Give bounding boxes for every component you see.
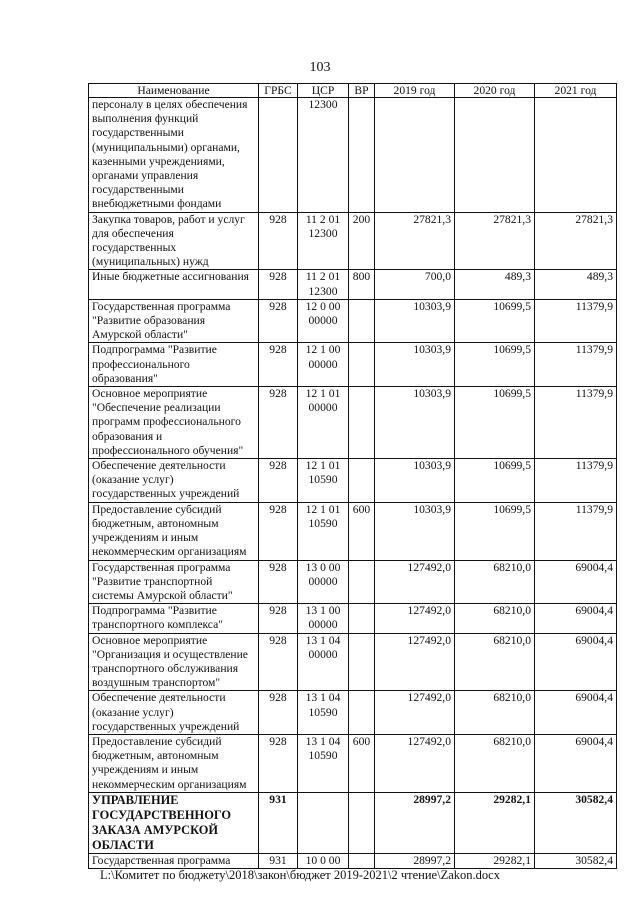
- cell-grbs: 928: [259, 633, 298, 691]
- cell-2021: 30582,4: [535, 792, 617, 853]
- cell-2019: 127492,0: [375, 633, 455, 691]
- cell-name: Основное мероприятие "Обеспечение реализации программ профессионального образования и профессионального обучения": [89, 387, 259, 459]
- cell-2019: 10303,9: [375, 387, 455, 459]
- cell-name: Государственная программа: [89, 853, 259, 868]
- table-row: [89, 343, 617, 387]
- cell-grbs: 928: [259, 502, 298, 560]
- cell-grbs: 928: [259, 343, 298, 387]
- table-row: [89, 270, 617, 299]
- cell-csr: 12 1 00 00000: [298, 343, 349, 387]
- cell-2020: 10699,5: [455, 299, 535, 343]
- table-row: [89, 387, 617, 459]
- cell-name: Подпрограмма "Развитие профессионального образования": [89, 343, 259, 387]
- cell-csr: 11 2 01 12300: [298, 212, 349, 270]
- cell-csr: 11 2 01 12300: [298, 270, 349, 299]
- cell-vr: 800: [349, 270, 375, 299]
- cell-2019: 27821,3: [375, 212, 455, 270]
- cell-vr: [349, 792, 375, 853]
- cell-2021: 27821,3: [535, 212, 617, 270]
- table-row: [89, 502, 617, 560]
- cell-vr: 600: [349, 734, 375, 792]
- cell-2019: 127492,0: [375, 734, 455, 792]
- cell-vr: [349, 343, 375, 387]
- table-row: [89, 98, 617, 213]
- cell-2021: 30582,4: [535, 853, 617, 868]
- table-row: [89, 691, 617, 735]
- cell-name: Основное мероприятие "Организация и осуществление транспортного обслуживания воздушным транспортом": [89, 633, 259, 691]
- cell-name: УПРАВЛЕНИЕ ГОСУДАРСТВЕННОГО ЗАКАЗА АМУРСКОЙ ОБЛАСТИ: [89, 792, 259, 853]
- cell-grbs: 928: [259, 691, 298, 735]
- cell-2021: 11379,9: [535, 459, 617, 503]
- cell-grbs: [259, 98, 298, 213]
- cell-name: Предоставление субсидий бюджетным, автономным учреждениям и иным некоммерческим организациям: [89, 734, 259, 792]
- budget-table: [88, 83, 617, 869]
- cell-2020: 10699,5: [455, 459, 535, 503]
- cell-2019: 127492,0: [375, 560, 455, 604]
- cell-name: Подпрограмма "Развитие транспортного комплекса": [89, 604, 259, 633]
- cell-2020: 10699,5: [455, 343, 535, 387]
- file-path-footer: L:\Комитет по бюджету\2018\закон\бюджет 2019-2021\2 чтение\Zakon.docx: [100, 868, 500, 882]
- cell-2020: 68210,0: [455, 734, 535, 792]
- cell-2021: 489,3: [535, 270, 617, 299]
- cell-2019: 127492,0: [375, 604, 455, 633]
- column-header-name: Наименование: [89, 84, 259, 98]
- cell-grbs: 928: [259, 299, 298, 343]
- cell-csr: 12 1 01 10590: [298, 502, 349, 560]
- cell-vr: [349, 98, 375, 213]
- cell-2019: 10303,9: [375, 459, 455, 503]
- cell-2020: 29282,1: [455, 792, 535, 853]
- cell-2020: 489,3: [455, 270, 535, 299]
- cell-grbs: 928: [259, 387, 298, 459]
- cell-2019: 10303,9: [375, 502, 455, 560]
- column-header-csr: ЦСР: [298, 84, 349, 98]
- table-row: [89, 633, 617, 691]
- column-header-2020: 2020 год: [455, 84, 535, 98]
- cell-2019: 127492,0: [375, 691, 455, 735]
- table-row: [89, 212, 617, 270]
- cell-csr: 12 1 01 10590: [298, 459, 349, 503]
- column-header-2019: 2019 год: [375, 84, 455, 98]
- cell-2020: 68210,0: [455, 604, 535, 633]
- cell-2021: [535, 98, 617, 213]
- cell-name: Предоставление субсидий бюджетным, автономным учреждениям и иным некоммерческим организациям: [89, 502, 259, 560]
- cell-vr: [349, 459, 375, 503]
- cell-2020: 10699,5: [455, 387, 535, 459]
- cell-vr: [349, 604, 375, 633]
- cell-name: Закупка товаров, работ и услуг для обеспечения государственных (муниципальных) нужд: [89, 212, 259, 270]
- page-number: 103: [309, 60, 331, 75]
- cell-grbs: 928: [259, 212, 298, 270]
- cell-2019: 10303,9: [375, 343, 455, 387]
- cell-grbs: 928: [259, 270, 298, 299]
- table-row: [89, 792, 617, 853]
- table-row: [89, 853, 617, 868]
- cell-csr: 13 1 04 10590: [298, 734, 349, 792]
- cell-2019: 28997,2: [375, 853, 455, 868]
- cell-csr: 10 0 00: [298, 853, 349, 868]
- cell-2021: 69004,4: [535, 734, 617, 792]
- cell-2021: 11379,9: [535, 343, 617, 387]
- cell-2019: [375, 98, 455, 213]
- cell-csr: 13 1 00 00000: [298, 604, 349, 633]
- cell-csr: 12 0 00 00000: [298, 299, 349, 343]
- cell-2019: 700,0: [375, 270, 455, 299]
- cell-2020: 68210,0: [455, 633, 535, 691]
- cell-csr: 13 1 04 10590: [298, 691, 349, 735]
- cell-vr: [349, 560, 375, 604]
- cell-grbs: 928: [259, 604, 298, 633]
- cell-grbs: 928: [259, 459, 298, 503]
- cell-2020: 10699,5: [455, 502, 535, 560]
- cell-2020: 68210,0: [455, 691, 535, 735]
- cell-vr: [349, 299, 375, 343]
- table-row: [89, 734, 617, 792]
- table-row: [89, 604, 617, 633]
- cell-csr: 13 0 00 00000: [298, 560, 349, 604]
- cell-vr: [349, 633, 375, 691]
- cell-vr: 600: [349, 502, 375, 560]
- cell-2019: 10303,9: [375, 299, 455, 343]
- cell-2021: 69004,4: [535, 560, 617, 604]
- cell-name: персоналу в целях обеспечения выполнения функций государственными (муниципальными) органами, казенными учреждениями, органами управления государственными внебюджетными фондами: [89, 98, 259, 213]
- cell-2020: 68210,0: [455, 560, 535, 604]
- column-header-vr: ВР: [349, 84, 375, 98]
- cell-2020: [455, 98, 535, 213]
- cell-name: Обеспечение деятельности (оказание услуг) государственных учреждений: [89, 691, 259, 735]
- cell-2019: 28997,2: [375, 792, 455, 853]
- cell-vr: [349, 691, 375, 735]
- column-header-2021: 2021 год: [535, 84, 617, 98]
- cell-2021: 11379,9: [535, 299, 617, 343]
- cell-grbs: 931: [259, 853, 298, 868]
- cell-csr: 12 1 01 00000: [298, 387, 349, 459]
- cell-2021: 69004,4: [535, 633, 617, 691]
- cell-grbs: 931: [259, 792, 298, 853]
- cell-csr: 13 1 04 00000: [298, 633, 349, 691]
- cell-2021: 11379,9: [535, 387, 617, 459]
- table-row: [89, 560, 617, 604]
- cell-name: Государственная программа "Развитие транспортной системы Амурской области": [89, 560, 259, 604]
- cell-2021: 11379,9: [535, 502, 617, 560]
- cell-name: Обеспечение деятельности (оказание услуг) государственных учреждений: [89, 459, 259, 503]
- cell-2021: 69004,4: [535, 691, 617, 735]
- cell-csr: 12300: [298, 98, 349, 213]
- column-header-grbs: ГРБС: [259, 84, 298, 98]
- cell-csr: [298, 792, 349, 853]
- cell-name: Иные бюджетные ассигнования: [89, 270, 259, 299]
- table-row: [89, 299, 617, 343]
- cell-vr: [349, 387, 375, 459]
- cell-grbs: 928: [259, 560, 298, 604]
- table-row: [89, 459, 617, 503]
- cell-2021: 69004,4: [535, 604, 617, 633]
- table-header-row: [89, 84, 617, 98]
- cell-grbs: 928: [259, 734, 298, 792]
- cell-2020: 27821,3: [455, 212, 535, 270]
- cell-2020: 29282,1: [455, 853, 535, 868]
- table-body: [89, 98, 617, 869]
- cell-name: Государственная программа "Развитие образования Амурской области": [89, 299, 259, 343]
- cell-vr: [349, 853, 375, 868]
- cell-vr: 200: [349, 212, 375, 270]
